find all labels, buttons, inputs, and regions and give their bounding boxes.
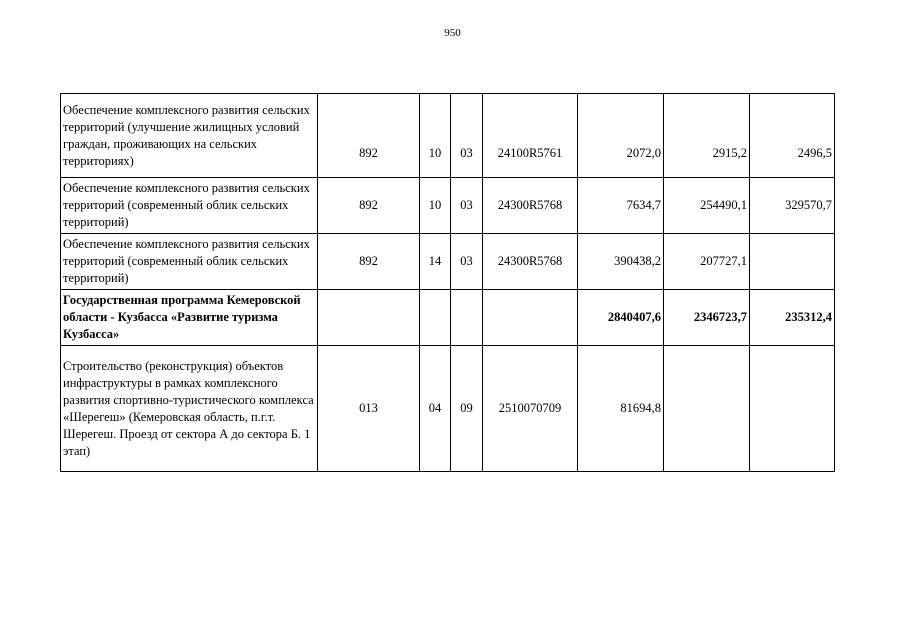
ministry-code: 892: [318, 234, 420, 290]
section-code: [420, 290, 451, 346]
amount-year-2: [664, 346, 750, 472]
section-code: 04: [420, 346, 451, 472]
subsection-code: 03: [451, 94, 483, 178]
amount-year-1: 7634,7: [578, 178, 664, 234]
section-code: 10: [420, 178, 451, 234]
row-name: Обеспечение комплексного развития сельских территорий (современный облик сельских территорий): [61, 234, 318, 290]
amount-year-2: 2915,2: [664, 94, 750, 178]
row-name: Обеспечение комплексного развития сельских территорий (современный облик сельских территорий): [61, 178, 318, 234]
amount-year-3: 2496,5: [750, 94, 835, 178]
amount-year-3: 329570,7: [750, 178, 835, 234]
budget-table: [60, 93, 835, 472]
ministry-code: 013: [318, 346, 420, 472]
subsection-code: 09: [451, 346, 483, 472]
target-article: 24300R5768: [483, 234, 578, 290]
target-article: 2510070709: [483, 346, 578, 472]
subsection-code: 03: [451, 178, 483, 234]
section-code: 10: [420, 94, 451, 178]
ministry-code: 892: [318, 94, 420, 178]
ministry-code: 892: [318, 178, 420, 234]
amount-year-3: [750, 234, 835, 290]
ministry-code: [318, 290, 420, 346]
table-row: [61, 234, 835, 290]
target-article: [483, 290, 578, 346]
page-number: 950: [444, 27, 461, 39]
table-row: [61, 346, 835, 472]
amount-year-1: 81694,8: [578, 346, 664, 472]
amount-year-1: 390438,2: [578, 234, 664, 290]
program-row: [61, 290, 835, 346]
section-code: 14: [420, 234, 451, 290]
amount-year-1: 2072,0: [578, 94, 664, 178]
table-row: [61, 94, 835, 178]
amount-year-2: 207727,1: [664, 234, 750, 290]
subsection-code: [451, 290, 483, 346]
amount-year-2: 2346723,7: [664, 290, 750, 346]
row-name: Строительство (реконструкция) объектов инфраструктуры в рамках комплексного развития спортивно-туристического комплекса «Шерегеш» (Кемеровская область, п.г.т. Шерегеш. Проезд от сектора А до сектора Б. 1 этап): [61, 346, 318, 472]
amount-year-3: 235312,4: [750, 290, 835, 346]
amount-year-3: [750, 346, 835, 472]
target-article: 24100R5761: [483, 94, 578, 178]
subsection-code: 03: [451, 234, 483, 290]
amount-year-2: 254490,1: [664, 178, 750, 234]
table-row: [61, 178, 835, 234]
target-article: 24300R5768: [483, 178, 578, 234]
program-name: Государственная программа Кемеровской области - Кузбасса «Развитие туризма Кузбасса»: [61, 290, 318, 346]
amount-year-1: 2840407,6: [578, 290, 664, 346]
row-name: Обеспечение комплексного развития сельских территорий (улучшение жилищных условий граждан, проживающих на сельских территориях): [61, 94, 318, 178]
